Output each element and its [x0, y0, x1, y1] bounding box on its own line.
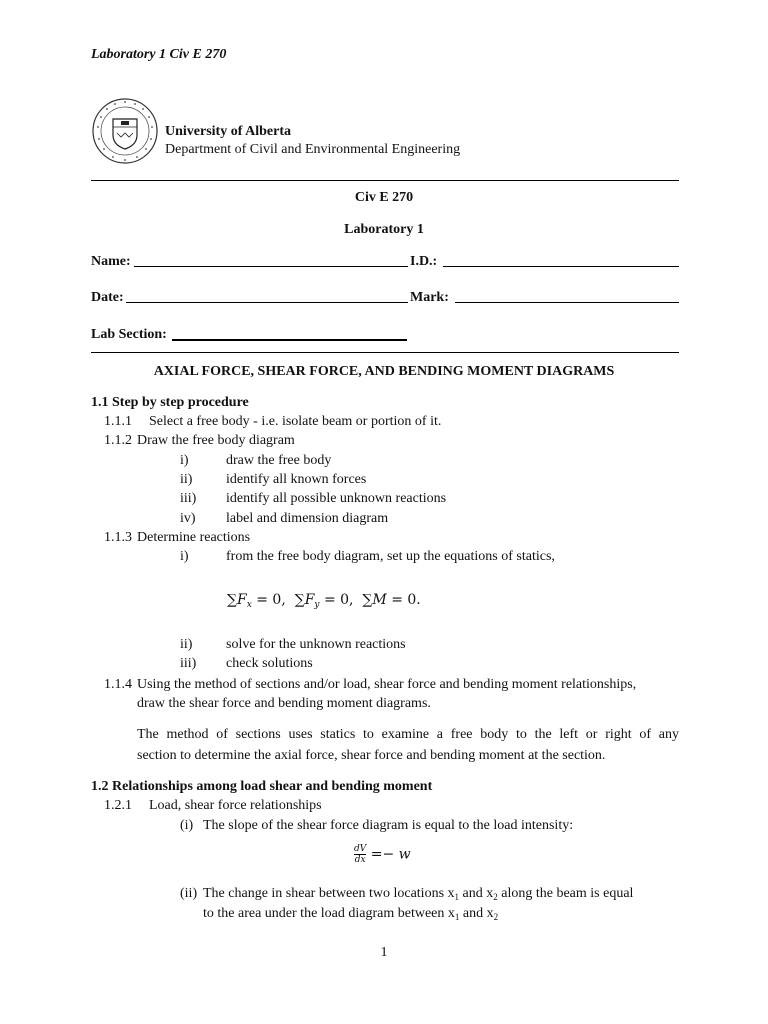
list-item-number: i) — [180, 453, 189, 468]
id-field[interactable] — [443, 266, 679, 267]
item-1-2-1-text: Load, shear force relationships — [149, 798, 322, 813]
section-1-1-heading: 1.1 Step by step procedure — [91, 395, 249, 410]
list-item-number: ii) — [180, 637, 193, 652]
shear-load-equation: $\frac{dV}{dx}$ =− w — [354, 844, 411, 865]
date-field[interactable] — [126, 302, 408, 303]
lab-title: Laboratory 1 — [344, 222, 424, 237]
point-ii-line1: The change in shear between two locations $x_1$ and $x_2$ along the beam is equal — [203, 886, 634, 902]
list-item-text: draw the free body — [226, 453, 332, 468]
list-item-number: i) — [180, 549, 189, 564]
point-i-number: (i) — [180, 818, 194, 833]
list-item-text: label and dimension diagram — [226, 511, 389, 526]
name-label: Name: — [91, 254, 131, 269]
item-1-1-2-number: 1.1.2 — [104, 433, 132, 448]
document-title: AXIAL FORCE, SHEAR FORCE, AND BENDING MOMENT DIAGRAMS — [153, 364, 615, 379]
item-1-1-4-line2: draw the shear force and bending moment diagrams. — [137, 696, 431, 711]
item-1-1-2-text: Draw the free body diagram — [137, 433, 295, 448]
item-1-2-1-number: 1.2.1 — [104, 798, 132, 813]
item-1-1-4-line1: Using the method of sections and/or load, shear force and bending moment relationships, — [137, 677, 637, 692]
divider-bottom — [91, 352, 679, 353]
item-1-1-4-number: 1.1.4 — [104, 677, 132, 692]
lab-section-field[interactable] — [172, 339, 407, 341]
item-1-1-1-number: 1.1.1 — [104, 414, 132, 429]
list-item-text: solve for the unknown reactions — [226, 637, 406, 652]
name-field[interactable] — [134, 266, 408, 267]
list-item-number: ii) — [180, 472, 193, 487]
list-item-text: from the free body diagram, set up the equations of statics, — [226, 549, 555, 564]
divider-top — [91, 180, 679, 181]
page-number: 1 — [380, 945, 388, 960]
date-label: Date: — [91, 290, 124, 305]
statics-equation: $\sum F_x = 0$, $\sum F_y = 0$, ∑M = 0. — [227, 592, 421, 610]
item-1-1-3-number: 1.1.3 — [104, 530, 132, 545]
university-seal — [91, 97, 159, 165]
point-ii-number: (ii) — [180, 886, 198, 901]
method-paragraph-line2: section to determine the axial force, shear force and bending moment at the section. — [137, 748, 606, 763]
list-item-text: identify all possible unknown reactions — [226, 491, 447, 506]
item-1-1-1-text: Select a free body - i.e. isolate beam or portion of it. — [149, 414, 442, 429]
list-item-number: iv) — [180, 511, 196, 526]
point-ii-line2: to the area under the load diagram between $x_1$ and $x_2$ — [203, 906, 499, 922]
course-code: Civ E 270 — [354, 190, 414, 205]
point-i-text: The slope of the shear force diagram is equal to the load intensity: — [203, 818, 574, 833]
list-item-number: iii) — [180, 656, 197, 671]
item-1-1-3-text: Determine reactions — [137, 530, 251, 545]
running-header: Laboratory 1 Civ E 270 — [91, 47, 227, 62]
university-name: University of Alberta — [165, 124, 291, 139]
lab-section-label: Lab Section: — [91, 327, 167, 342]
list-item-text: identify all known forces — [226, 472, 367, 487]
id-label: I.D.: — [410, 254, 438, 269]
list-item-text: check solutions — [226, 656, 313, 671]
section-1-2-heading: 1.2 Relationships among load shear and bending moment — [91, 779, 433, 794]
method-paragraph-line1: The method of sections uses statics to examine a free body to the left or right of any — [137, 727, 679, 742]
department-name: Department of Civil and Environmental Engineering — [165, 142, 461, 157]
mark-label: Mark: — [410, 290, 449, 305]
mark-field[interactable] — [455, 302, 679, 303]
list-item-number: iii) — [180, 491, 197, 506]
